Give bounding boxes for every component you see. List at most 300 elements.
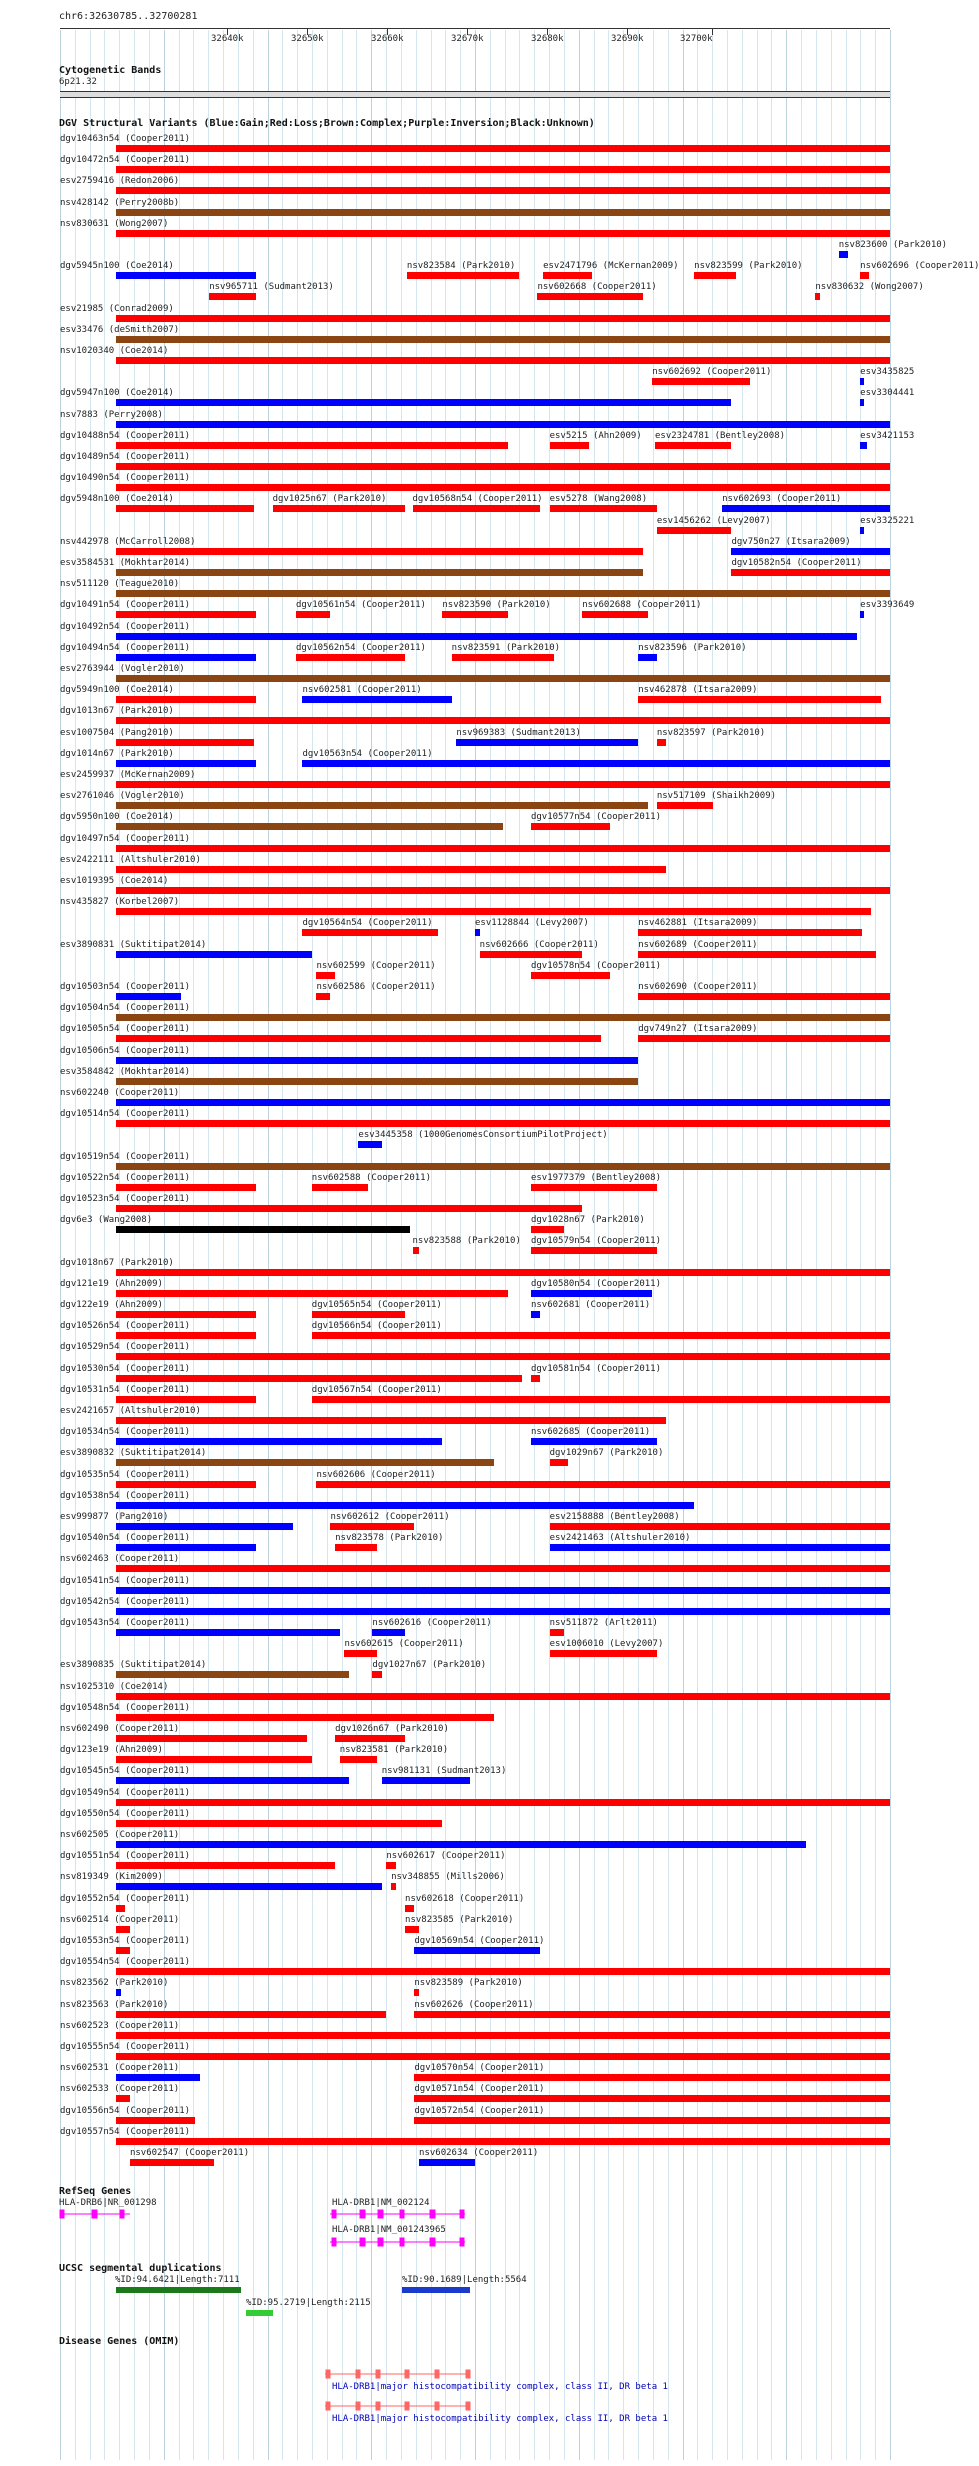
variant-bar[interactable] bbox=[116, 2138, 890, 2145]
variant-label[interactable]: esv3584531 (Mokhtar2014) bbox=[60, 558, 191, 568]
variant-bar[interactable] bbox=[116, 1184, 256, 1191]
variant-bar[interactable] bbox=[116, 1014, 890, 1021]
variant-bar[interactable] bbox=[694, 272, 736, 279]
variant-bar[interactable] bbox=[638, 654, 657, 661]
refseq-gene-label[interactable]: HLA-DRB1|NM_002124 bbox=[332, 2198, 430, 2208]
variant-bar[interactable] bbox=[116, 1587, 890, 1594]
variant-label[interactable]: nsv602616 (Cooper2011) bbox=[372, 1618, 492, 1628]
variant-label[interactable]: dgv10556n54 (Cooper2011) bbox=[60, 2105, 191, 2116]
variant-bar[interactable] bbox=[116, 1481, 256, 1488]
variant-bar[interactable] bbox=[860, 399, 864, 406]
variant-bar[interactable] bbox=[638, 1035, 890, 1042]
variant-label[interactable]: esv3304441 bbox=[860, 388, 915, 399]
variant-bar[interactable] bbox=[116, 1120, 890, 1127]
variant-bar[interactable] bbox=[116, 230, 890, 237]
variant-bar[interactable] bbox=[116, 1777, 349, 1784]
variant-label[interactable]: esv2422111 (Altshuler2010) bbox=[60, 854, 201, 865]
variant-bar[interactable] bbox=[116, 548, 643, 555]
variant-bar[interactable] bbox=[657, 739, 666, 746]
variant-label[interactable]: dgv10497n54 (Cooper2011) bbox=[60, 833, 191, 844]
variant-bar[interactable] bbox=[116, 505, 254, 512]
variant-bar[interactable] bbox=[407, 272, 519, 279]
variant-bar[interactable] bbox=[382, 1777, 471, 1784]
variant-label[interactable]: esv2324781 (Bentley2008) bbox=[654, 430, 786, 441]
variant-label[interactable]: nsv602681 (Cooper2011) bbox=[530, 1300, 651, 1310]
variant-bar[interactable] bbox=[312, 1396, 890, 1403]
variant-bar[interactable] bbox=[414, 2095, 890, 2102]
variant-label[interactable]: dgv10529n54 (Cooper2011) bbox=[60, 1342, 191, 1353]
variant-label[interactable]: nsv819349 (Kim2009) bbox=[60, 1872, 163, 1883]
variant-label[interactable]: nsv602463 (Cooper2011) bbox=[60, 1554, 180, 1565]
variant-bar[interactable] bbox=[116, 1311, 256, 1318]
variant-label[interactable]: nsv969383 (Sudmant2013) bbox=[456, 727, 581, 738]
variant-label[interactable]: dgv10522n54 (Cooper2011) bbox=[60, 1172, 191, 1183]
variant-label[interactable]: nsv602615 (Cooper2011) bbox=[344, 1639, 464, 1650]
segdup-bar[interactable] bbox=[116, 2287, 241, 2293]
variant-label[interactable]: esv3435825 bbox=[860, 367, 915, 378]
variant-label[interactable]: dgv10505n54 (Cooper2011) bbox=[60, 1024, 191, 1035]
variant-label[interactable]: nsv435827 (Korbel2007) bbox=[60, 897, 180, 908]
variant-label[interactable]: nsv602533 (Cooper2011) bbox=[60, 2084, 180, 2095]
variant-bar[interactable] bbox=[531, 1290, 652, 1297]
variant-bar[interactable] bbox=[116, 1947, 130, 1954]
variant-label[interactable]: nsv602634 (Cooper2011) bbox=[419, 2148, 539, 2158]
variant-label[interactable]: dgv10491n54 (Cooper2011) bbox=[60, 600, 191, 611]
variant-label[interactable]: dgv10504n54 (Cooper2011) bbox=[60, 1003, 191, 1014]
variant-label[interactable]: dgv750n27 (Itsara2009) bbox=[731, 536, 851, 547]
variant-bar[interactable] bbox=[839, 251, 848, 258]
variant-label[interactable]: dgv10579n54 (Cooper2011) bbox=[530, 1236, 661, 1247]
variant-bar[interactable] bbox=[413, 505, 541, 512]
variant-bar[interactable] bbox=[116, 2095, 130, 2102]
variant-label[interactable]: dgv10551n54 (Cooper2011) bbox=[60, 1851, 191, 1862]
variant-bar[interactable] bbox=[860, 611, 864, 618]
variant-bar[interactable] bbox=[116, 1799, 890, 1806]
variant-label[interactable]: dgv10514n54 (Cooper2011) bbox=[60, 1109, 191, 1120]
variant-bar[interactable] bbox=[116, 1820, 442, 1827]
variant-bar[interactable] bbox=[116, 951, 312, 958]
variant-label[interactable]: nsv602514 (Cooper2011) bbox=[60, 1914, 180, 1925]
variant-label[interactable]: esv5278 (Wang2008) bbox=[549, 494, 648, 505]
variant-bar[interactable] bbox=[722, 505, 890, 512]
variant-label[interactable]: esv2459937 (McKernan2009) bbox=[60, 770, 196, 780]
variant-bar[interactable] bbox=[116, 887, 890, 894]
variant-label[interactable]: dgv10571n54 (Cooper2011) bbox=[414, 2084, 545, 2095]
variant-label[interactable]: dgv122e19 (Ahn2009) bbox=[60, 1300, 163, 1310]
variant-label[interactable]: dgv10555n54 (Cooper2011) bbox=[60, 2042, 191, 2052]
variant-bar[interactable] bbox=[116, 845, 890, 852]
variant-bar[interactable] bbox=[335, 1544, 377, 1551]
variant-label[interactable]: dgv10523n54 (Cooper2011) bbox=[60, 1194, 191, 1204]
variant-bar[interactable] bbox=[335, 1735, 405, 1742]
variant-label[interactable]: dgv10530n54 (Cooper2011) bbox=[60, 1363, 191, 1374]
variant-label[interactable]: nsv823588 (Park2010) bbox=[412, 1236, 521, 1247]
variant-bar[interactable] bbox=[657, 527, 732, 534]
variant-bar[interactable] bbox=[480, 951, 583, 958]
variant-label[interactable]: dgv10549n54 (Cooper2011) bbox=[60, 1787, 191, 1798]
refseq-gene-label[interactable]: HLA-DRB6|NR_001298 bbox=[59, 2198, 157, 2208]
variant-bar[interactable] bbox=[531, 1184, 657, 1191]
variant-label[interactable]: nsv602240 (Cooper2011) bbox=[60, 1088, 180, 1098]
variant-bar[interactable] bbox=[116, 1205, 582, 1212]
variant-bar[interactable] bbox=[116, 1353, 890, 1360]
variant-bar[interactable] bbox=[731, 548, 890, 555]
variant-label[interactable]: dgv10538n54 (Cooper2011) bbox=[60, 1490, 191, 1501]
variant-bar[interactable] bbox=[316, 1481, 890, 1488]
variant-label[interactable]: dgv10577n54 (Cooper2011) bbox=[530, 812, 661, 823]
variant-bar[interactable] bbox=[116, 1078, 638, 1085]
variant-bar[interactable] bbox=[116, 654, 256, 661]
variant-bar[interactable] bbox=[116, 166, 890, 173]
variant-bar[interactable] bbox=[116, 1756, 312, 1763]
variant-label[interactable]: dgv10531n54 (Cooper2011) bbox=[60, 1384, 191, 1395]
variant-label[interactable]: dgv10580n54 (Cooper2011) bbox=[530, 1278, 661, 1289]
variant-bar[interactable] bbox=[531, 972, 610, 979]
variant-label[interactable]: dgv10548n54 (Cooper2011) bbox=[60, 1702, 191, 1713]
variant-label[interactable]: dgv1028n67 (Park2010) bbox=[530, 1215, 645, 1226]
variant-label[interactable]: dgv10581n54 (Cooper2011) bbox=[530, 1363, 661, 1374]
variant-label[interactable]: dgv10572n54 (Cooper2011) bbox=[414, 2105, 545, 2116]
variant-label[interactable]: nsv1020340 (Coe2014) bbox=[60, 346, 169, 356]
variant-bar[interactable] bbox=[405, 1926, 419, 1933]
variant-label[interactable]: dgv1026n67 (Park2010) bbox=[335, 1724, 449, 1734]
variant-bar[interactable] bbox=[860, 527, 864, 534]
variant-label[interactable]: nsv602685 (Cooper2011) bbox=[530, 1427, 651, 1438]
variant-label[interactable]: nsv348855 (Mills2006) bbox=[391, 1872, 505, 1883]
variant-label[interactable]: esv33476 (deSmith2007) bbox=[60, 324, 180, 335]
variant-label[interactable]: nsv511872 (Arlt2011) bbox=[549, 1618, 658, 1628]
variant-label[interactable]: nsv517109 (Shaikh2009) bbox=[656, 791, 777, 802]
variant-label[interactable]: dgv1027n67 (Park2010) bbox=[372, 1660, 487, 1671]
variant-bar[interactable] bbox=[296, 611, 331, 618]
variant-bar[interactable] bbox=[116, 484, 890, 491]
variant-label[interactable]: dgv1018n67 (Park2010) bbox=[60, 1257, 174, 1268]
variant-label[interactable]: nsv823591 (Park2010) bbox=[451, 642, 561, 653]
segdup-bar[interactable] bbox=[402, 2287, 470, 2293]
variant-label[interactable]: nsv823590 (Park2010) bbox=[442, 600, 551, 611]
variant-label[interactable]: nsv602505 (Cooper2011) bbox=[60, 1830, 180, 1840]
variant-label[interactable]: esv2763944 (Vogler2010) bbox=[60, 664, 185, 674]
variant-label[interactable]: esv3393649 bbox=[860, 600, 915, 611]
variant-label[interactable]: nsv602531 (Cooper2011) bbox=[60, 2063, 180, 2074]
variant-bar[interactable] bbox=[537, 293, 642, 300]
variant-label[interactable]: nsv462881 (Itsara2009) bbox=[638, 918, 758, 929]
variant-label[interactable]: dgv10552n54 (Cooper2011) bbox=[60, 1893, 191, 1904]
variant-bar[interactable] bbox=[116, 717, 890, 724]
variant-label[interactable]: dgv10543n54 (Cooper2011) bbox=[60, 1618, 191, 1628]
variant-bar[interactable] bbox=[116, 209, 890, 216]
variant-label[interactable]: dgv749n27 (Itsara2009) bbox=[638, 1024, 758, 1035]
segdup-bar[interactable] bbox=[246, 2310, 273, 2316]
variant-label[interactable]: dgv6e3 (Wang2008) bbox=[60, 1215, 153, 1226]
variant-bar[interactable] bbox=[116, 2011, 386, 2018]
variant-bar[interactable] bbox=[312, 1184, 368, 1191]
variant-bar[interactable] bbox=[116, 2053, 890, 2060]
variant-label[interactable]: esv2421657 (Altshuler2010) bbox=[60, 1406, 201, 1416]
variant-bar[interactable] bbox=[116, 866, 666, 873]
variant-bar[interactable] bbox=[116, 1417, 666, 1424]
variant-bar[interactable] bbox=[116, 1269, 890, 1276]
variant-label[interactable]: dgv5950n100 (Coe2014) bbox=[60, 812, 174, 823]
variant-label[interactable]: nsv602547 (Cooper2011) bbox=[129, 2148, 250, 2158]
variant-label[interactable]: nsv602668 (Cooper2011) bbox=[537, 282, 657, 293]
variant-bar[interactable] bbox=[550, 505, 657, 512]
variant-label[interactable]: nsv602523 (Cooper2011) bbox=[60, 2020, 180, 2031]
variant-label[interactable]: nsv602490 (Cooper2011) bbox=[60, 1724, 180, 1734]
variant-bar[interactable] bbox=[116, 399, 732, 406]
variant-bar[interactable] bbox=[116, 1396, 256, 1403]
variant-bar[interactable] bbox=[116, 633, 857, 640]
variant-bar[interactable] bbox=[312, 1332, 890, 1339]
variant-bar[interactable] bbox=[116, 993, 181, 1000]
variant-label[interactable]: nsv823563 (Park2010) bbox=[60, 1999, 169, 2010]
variant-bar[interactable] bbox=[116, 1163, 890, 1170]
variant-bar[interactable] bbox=[116, 1502, 694, 1509]
variant-bar[interactable] bbox=[116, 1438, 442, 1445]
variant-label[interactable]: nsv823596 (Park2010) bbox=[638, 642, 747, 653]
variant-bar[interactable] bbox=[116, 1332, 256, 1339]
variant-label[interactable]: dgv10562n54 (Cooper2011) bbox=[295, 642, 426, 653]
variant-bar[interactable] bbox=[372, 1671, 381, 1678]
variant-label[interactable]: dgv121e19 (Ahn2009) bbox=[60, 1278, 163, 1289]
variant-label[interactable]: esv2421463 (Altshuler2010) bbox=[549, 1533, 691, 1544]
variant-label[interactable]: esv2158888 (Bentley2008) bbox=[549, 1512, 680, 1522]
variant-bar[interactable] bbox=[116, 1608, 890, 1615]
variant-bar[interactable] bbox=[116, 442, 508, 449]
variant-label[interactable]: esv1019395 (Coe2014) bbox=[60, 876, 169, 886]
variant-label[interactable]: dgv10542n54 (Cooper2011) bbox=[60, 1596, 191, 1607]
variant-label[interactable]: esv1456262 (Levy2007) bbox=[656, 515, 771, 526]
variant-label[interactable]: nsv602618 (Cooper2011) bbox=[405, 1893, 525, 1904]
variant-bar[interactable] bbox=[657, 802, 713, 809]
variant-bar[interactable] bbox=[330, 1523, 414, 1530]
variant-bar[interactable] bbox=[116, 1735, 307, 1742]
variant-label[interactable]: dgv5947n100 (Coe2014) bbox=[60, 388, 174, 399]
variant-bar[interactable] bbox=[116, 315, 890, 322]
variant-bar[interactable] bbox=[815, 293, 820, 300]
variant-label[interactable]: dgv10472n54 (Cooper2011) bbox=[60, 155, 191, 166]
variant-label[interactable]: dgv10554n54 (Cooper2011) bbox=[60, 1957, 191, 1968]
variant-label[interactable]: nsv823589 (Park2010) bbox=[414, 1978, 523, 1989]
segdup-label[interactable]: %ID:90.1689|Length:5564 bbox=[402, 2275, 527, 2285]
variant-label[interactable]: dgv10565n54 (Cooper2011) bbox=[311, 1300, 442, 1310]
variant-label[interactable]: nsv7883 (Perry2008) bbox=[60, 409, 163, 420]
variant-label[interactable]: dgv10540n54 (Cooper2011) bbox=[60, 1533, 191, 1544]
variant-label[interactable]: nsv602696 (Cooper2011) bbox=[860, 261, 979, 272]
variant-label[interactable]: nsv830632 (Wong2007) bbox=[815, 282, 924, 293]
variant-bar[interactable] bbox=[414, 1989, 419, 1996]
variant-label[interactable]: nsv1025310 (Coe2014) bbox=[60, 1681, 169, 1692]
variant-label[interactable]: nsv602586 (Cooper2011) bbox=[316, 982, 436, 992]
variant-bar[interactable] bbox=[312, 1311, 405, 1318]
variant-label[interactable]: nsv965711 (Sudmant2013) bbox=[209, 282, 334, 293]
variant-label[interactable]: dgv10526n54 (Cooper2011) bbox=[60, 1321, 191, 1332]
variant-label[interactable]: esv21985 (Conrad2009) bbox=[60, 303, 174, 314]
variant-bar[interactable] bbox=[456, 739, 638, 746]
variant-label[interactable]: dgv1029n67 (Park2010) bbox=[549, 1448, 664, 1459]
variant-label[interactable]: dgv5948n100 (Coe2014) bbox=[60, 494, 174, 505]
variant-bar[interactable] bbox=[543, 272, 591, 279]
variant-label[interactable]: nsv462878 (Itsara2009) bbox=[638, 685, 758, 696]
variant-bar[interactable] bbox=[550, 1544, 890, 1551]
variant-bar[interactable] bbox=[414, 2074, 890, 2081]
variant-label[interactable]: esv3421153 bbox=[860, 430, 915, 441]
variant-bar[interactable] bbox=[116, 675, 890, 682]
variant-bar[interactable] bbox=[652, 378, 750, 385]
variant-label[interactable]: dgv10564n54 (Cooper2011) bbox=[302, 918, 433, 929]
variant-label[interactable]: esv3584842 (Mokhtar2014) bbox=[60, 1066, 191, 1077]
variant-label[interactable]: dgv10568n54 (Cooper2011) bbox=[412, 494, 543, 505]
variant-label[interactable]: dgv10463n54 (Cooper2011) bbox=[60, 134, 191, 144]
variant-bar[interactable] bbox=[116, 611, 256, 618]
variant-bar[interactable] bbox=[531, 1226, 564, 1233]
variant-bar[interactable] bbox=[116, 1035, 601, 1042]
variant-label[interactable]: nsv602612 (Cooper2011) bbox=[330, 1512, 450, 1522]
variant-label[interactable]: esv1006010 (Levy2007) bbox=[549, 1639, 664, 1650]
variant-label[interactable]: dgv10519n54 (Cooper2011) bbox=[60, 1151, 191, 1162]
variant-bar[interactable] bbox=[116, 1375, 522, 1382]
variant-bar[interactable] bbox=[116, 760, 256, 767]
variant-bar[interactable] bbox=[860, 442, 867, 449]
variant-label[interactable]: dgv123e19 (Ahn2009) bbox=[60, 1745, 163, 1756]
variant-label[interactable]: nsv602581 (Cooper2011) bbox=[302, 685, 422, 696]
variant-bar[interactable] bbox=[638, 929, 862, 936]
variant-label[interactable]: nsv823585 (Park2010) bbox=[405, 1914, 514, 1925]
variant-bar[interactable] bbox=[550, 1459, 569, 1466]
variant-label[interactable]: nsv602626 (Cooper2011) bbox=[414, 1999, 534, 2010]
variant-bar[interactable] bbox=[116, 2074, 200, 2081]
variant-label[interactable]: nsv602599 (Cooper2011) bbox=[316, 960, 436, 971]
variant-bar[interactable] bbox=[116, 696, 256, 703]
variant-bar[interactable] bbox=[302, 929, 437, 936]
variant-bar[interactable] bbox=[550, 1650, 657, 1657]
omim-gene-label[interactable]: HLA-DRB1|major histocompatibility complex, class II, DR beta 1 bbox=[332, 2414, 668, 2424]
variant-bar[interactable] bbox=[116, 1544, 256, 1551]
variant-label[interactable]: dgv10553n54 (Cooper2011) bbox=[60, 1936, 191, 1946]
variant-bar[interactable] bbox=[413, 1247, 420, 1254]
variant-label[interactable]: nsv428142 (Perry2008b) bbox=[60, 197, 180, 208]
variant-bar[interactable] bbox=[531, 1375, 540, 1382]
variant-bar[interactable] bbox=[116, 1841, 806, 1848]
variant-label[interactable]: dgv10490n54 (Cooper2011) bbox=[60, 473, 191, 484]
variant-bar[interactable] bbox=[116, 1693, 890, 1700]
variant-label[interactable]: esv5215 (Ahn2009) bbox=[549, 430, 642, 441]
variant-bar[interactable] bbox=[116, 357, 890, 364]
variant-label[interactable]: nsv511120 (Teague2010) bbox=[60, 579, 180, 590]
variant-bar[interactable] bbox=[316, 993, 330, 1000]
variant-bar[interactable] bbox=[116, 187, 890, 194]
variant-label[interactable]: dgv10570n54 (Cooper2011) bbox=[414, 2063, 545, 2074]
variant-bar[interactable] bbox=[116, 1714, 494, 1721]
variant-bar[interactable] bbox=[296, 654, 405, 661]
variant-bar[interactable] bbox=[372, 1629, 405, 1636]
variant-bar[interactable] bbox=[414, 1947, 540, 1954]
variant-label[interactable]: dgv10569n54 (Cooper2011) bbox=[414, 1936, 545, 1946]
variant-bar[interactable] bbox=[116, 1629, 340, 1636]
variant-label[interactable]: esv1007504 (Pang2010) bbox=[60, 727, 174, 738]
variant-label[interactable]: esv999877 (Pang2010) bbox=[60, 1512, 169, 1522]
variant-bar[interactable] bbox=[550, 1629, 564, 1636]
variant-label[interactable]: nsv823562 (Park2010) bbox=[60, 1978, 169, 1989]
variant-label[interactable]: dgv10494n54 (Cooper2011) bbox=[60, 642, 191, 653]
variant-bar[interactable] bbox=[116, 1290, 508, 1297]
variant-label[interactable]: nsv602692 (Cooper2011) bbox=[652, 367, 772, 378]
variant-bar[interactable] bbox=[116, 1565, 890, 1572]
variant-label[interactable]: nsv602617 (Cooper2011) bbox=[386, 1851, 506, 1862]
refseq-gene-label[interactable]: HLA-DRB1|NM_001243965 bbox=[332, 2225, 446, 2235]
variant-bar[interactable] bbox=[116, 272, 256, 279]
variant-bar[interactable] bbox=[475, 929, 480, 936]
variant-label[interactable]: esv3445358 (1000GenomesConsortiumPilotProject) bbox=[358, 1130, 608, 1141]
variant-bar[interactable] bbox=[116, 1459, 494, 1466]
variant-bar[interactable] bbox=[655, 442, 731, 449]
variant-bar[interactable] bbox=[116, 802, 648, 809]
variant-bar[interactable] bbox=[550, 1523, 890, 1530]
variant-bar[interactable] bbox=[302, 696, 451, 703]
variant-label[interactable]: nsv602588 (Cooper2011) bbox=[311, 1172, 432, 1183]
variant-bar[interactable] bbox=[731, 569, 890, 576]
variant-bar[interactable] bbox=[531, 823, 610, 830]
variant-label[interactable]: nsv442978 (McCarroll2008) bbox=[60, 536, 196, 547]
variant-bar[interactable] bbox=[116, 2117, 195, 2124]
variant-bar[interactable] bbox=[116, 590, 890, 597]
variant-label[interactable]: esv3890831 (Suktitipat2014) bbox=[60, 939, 207, 950]
variant-label[interactable]: esv2759416 (Redon2006) bbox=[60, 176, 180, 187]
variant-bar[interactable] bbox=[582, 611, 647, 618]
variant-bar[interactable] bbox=[116, 1883, 382, 1890]
variant-label[interactable]: dgv1014n67 (Park2010) bbox=[60, 748, 174, 759]
variant-label[interactable]: esv1977379 (Bentley2008) bbox=[530, 1172, 661, 1183]
variant-label[interactable]: dgv5949n100 (Coe2014) bbox=[60, 685, 174, 696]
variant-bar[interactable] bbox=[860, 378, 864, 385]
variant-label[interactable]: esv3890832 (Suktitipat2014) bbox=[60, 1448, 207, 1459]
variant-label[interactable]: esv3325221 bbox=[860, 515, 915, 526]
variant-label[interactable]: dgv10566n54 (Cooper2011) bbox=[311, 1321, 442, 1332]
omim-gene-label[interactable]: HLA-DRB1|major histocompatibility complex, class II, DR beta 1 bbox=[332, 2382, 668, 2392]
variant-label[interactable]: dgv10506n54 (Cooper2011) bbox=[60, 1045, 191, 1056]
variant-label[interactable]: dgv10488n54 (Cooper2011) bbox=[60, 430, 191, 441]
variant-label[interactable]: dgv10535n54 (Cooper2011) bbox=[60, 1469, 191, 1480]
variant-label[interactable]: dgv10545n54 (Cooper2011) bbox=[60, 1766, 191, 1777]
variant-label[interactable]: dgv1025n67 (Park2010) bbox=[272, 494, 387, 505]
variant-bar[interactable] bbox=[452, 654, 555, 661]
variant-label[interactable]: nsv823597 (Park2010) bbox=[656, 727, 766, 738]
variant-label[interactable]: nsv602693 (Cooper2011) bbox=[722, 494, 842, 505]
variant-label[interactable]: nsv602690 (Cooper2011) bbox=[638, 982, 758, 992]
variant-bar[interactable] bbox=[116, 739, 254, 746]
variant-label[interactable]: dgv10489n54 (Cooper2011) bbox=[60, 452, 191, 462]
variant-label[interactable]: dgv1013n67 (Park2010) bbox=[60, 706, 174, 717]
variant-bar[interactable] bbox=[344, 1650, 377, 1657]
variant-label[interactable]: nsv602666 (Cooper2011) bbox=[479, 939, 599, 950]
variant-bar[interactable] bbox=[302, 760, 890, 767]
variant-bar[interactable] bbox=[358, 1141, 381, 1148]
variant-bar[interactable] bbox=[316, 972, 335, 979]
variant-label[interactable]: dgv10561n54 (Cooper2011) bbox=[295, 600, 426, 611]
variant-bar[interactable] bbox=[116, 1057, 638, 1064]
variant-bar[interactable] bbox=[116, 908, 871, 915]
variant-bar[interactable] bbox=[116, 1671, 349, 1678]
variant-bar[interactable] bbox=[116, 1968, 890, 1975]
variant-bar[interactable] bbox=[391, 1883, 396, 1890]
variant-bar[interactable] bbox=[638, 951, 876, 958]
variant-bar[interactable] bbox=[414, 2011, 890, 2018]
variant-label[interactable]: nsv823578 (Park2010) bbox=[335, 1533, 444, 1544]
variant-bar[interactable] bbox=[860, 272, 869, 279]
variant-bar[interactable] bbox=[550, 442, 589, 449]
variant-label[interactable]: nsv830631 (Wong2007) bbox=[60, 218, 169, 229]
variant-label[interactable]: dgv10557n54 (Cooper2011) bbox=[60, 2126, 191, 2137]
